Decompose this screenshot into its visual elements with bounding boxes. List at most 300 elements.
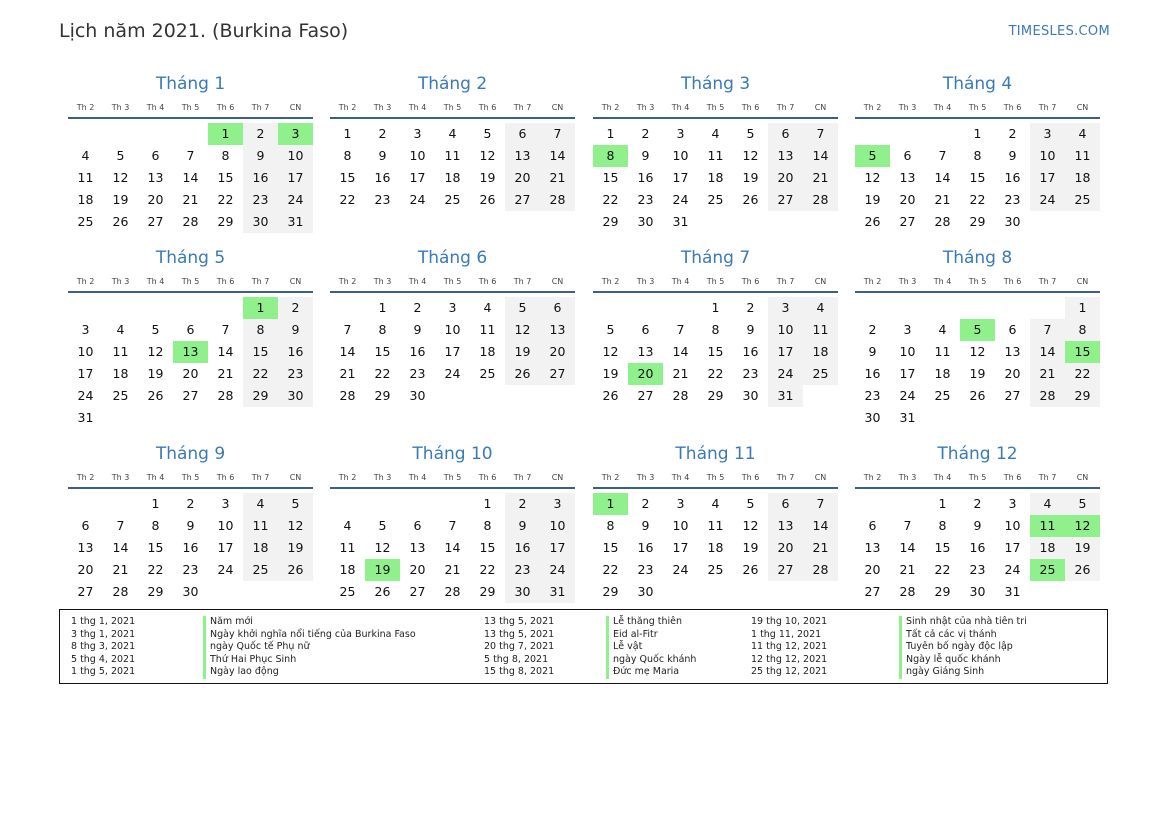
day-grid [593,297,838,407]
weekday-label: Th 5 [706,473,725,482]
day-cell: 9 [641,148,650,163]
weekday-label: Th 3 [636,103,655,112]
day-cell: 16 [505,537,540,559]
day-cell: 3 [81,322,90,337]
empty-cell [435,493,470,515]
day-cell: 19 [505,341,540,363]
day-cell: 11 [243,515,278,537]
month-title: Tháng 10 [412,444,493,464]
day-cell: 17 [217,540,234,555]
weekday-label: Th 7 [251,277,270,286]
day-cell: 24 [1030,189,1065,211]
legend-holiday-name: Đức mẹ Maria [606,666,696,679]
weekday-label: Th 2 [863,103,882,112]
day-cell: 2 [641,496,650,511]
day-cell: 22 [339,192,356,207]
empty-cell [68,123,103,145]
day-cell: 7 [803,123,838,145]
empty-cell [960,297,995,319]
month-title: Tháng 1 [155,74,226,94]
day-cell: 28 [339,388,356,403]
weekday-label: Th 3 [111,277,130,286]
day-cell: 26 [742,562,759,577]
weekday-label: CN [551,473,564,482]
weekday-label: Th 2 [863,277,882,286]
empty-cell [68,493,103,515]
day-cell: 4 [1065,123,1100,145]
day-cell: 2 [243,123,278,145]
day-cell: 7 [448,518,457,533]
weekday-label: Th 5 [181,473,200,482]
weekday-label: Th 3 [111,473,130,482]
legend-date: 1 thg 11, 2021 [751,628,822,640]
day-cell: 8 [1065,319,1100,341]
weekday-label: Th 5 [968,473,987,482]
day-cell: 9 [868,344,877,359]
day-cell: 26 [602,388,619,403]
day-cell: 20 [1004,366,1021,381]
day-cell: 8 [938,518,947,533]
day-cell: 25 [1065,189,1100,211]
empty-cell [628,297,663,319]
day-cell: 31 [672,214,689,229]
day-cell: 23 [243,189,278,211]
month-title: Tháng 12 [937,444,1018,464]
day-cell: 7 [903,518,912,533]
weekday-label: Th 6 [478,473,497,482]
day-cell: 21 [1030,363,1065,385]
month-block [68,247,313,429]
day-cell: 6 [540,297,575,319]
weekday-label: Th 3 [898,103,917,112]
day-cell: 4 [448,126,457,141]
day-cell: 29 [147,584,164,599]
day-cell: 11 [77,170,94,185]
day-grid [330,493,575,603]
weekday-label: Th 2 [76,277,95,286]
day-grid [68,493,313,603]
weekday-label: Th 7 [513,277,532,286]
day-cell: 5 [278,493,313,515]
day-cell: 25 [707,562,724,577]
day-cell: 10 [217,518,234,533]
day-cell: 6 [641,322,650,337]
month-title: Tháng 11 [675,444,756,464]
month-title: Tháng 8 [942,248,1013,268]
day-cell: 16 [1004,170,1021,185]
day-cell: 9 [505,515,540,537]
day-cell: 15 [374,344,391,359]
day-cell: 29 [1065,385,1100,407]
month-block [68,73,313,233]
day-cell: 21 [540,167,575,189]
day-cell: 8 [606,518,615,533]
day-cell: 11 [707,148,724,163]
day-cell: 24 [768,363,803,385]
weekday-label: Th 4 [408,473,427,482]
day-cell: 22 [243,363,278,385]
day-cell: 14 [899,540,916,555]
weekday-label: Th 6 [1003,473,1022,482]
day-cell: 1 [973,126,982,141]
day-cell: 14 [934,170,951,185]
weekday-label: Th 5 [443,473,462,482]
day-grid [593,493,838,603]
weekday-label: Th 5 [181,103,200,112]
month-block [68,443,313,603]
day-cell: 19 [969,366,986,381]
legend-holiday-name: ngày Quốc khánh [606,654,696,667]
day-cell: 9 [378,148,387,163]
legend-date: 15 thg 8, 2021 [484,666,555,677]
day-grid [855,493,1100,603]
day-cell: 27 [147,214,164,229]
holiday-day: 3 [278,123,313,145]
legend-holiday-name: Ngày lao động [203,666,416,679]
day-cell: 13 [899,170,916,185]
day-cell: 26 [374,584,391,599]
holiday-day: 11 [1030,515,1065,537]
day-cell: 10 [540,515,575,537]
day-grid [330,123,575,211]
day-cell: 31 [278,211,313,233]
day-cell: 27 [899,214,916,229]
day-cell: 30 [278,385,313,407]
day-cell: 30 [505,581,540,603]
day-cell: 9 [641,518,650,533]
weekday-label: Th 7 [776,277,795,286]
weekday-header [593,102,838,119]
day-cell: 12 [278,515,313,537]
day-cell: 19 [742,540,759,555]
day-cell: 26 [479,192,496,207]
day-cell: 27 [540,363,575,385]
day-cell: 2 [378,126,387,141]
day-cell: 14 [803,515,838,537]
month-title: Tháng 2 [417,74,488,94]
day-cell: 13 [77,540,94,555]
month-block [855,247,1100,429]
weekday-label: Th 3 [636,473,655,482]
day-cell: 6 [1008,322,1017,337]
month-block [855,443,1100,603]
weekday-label: Th 5 [181,277,200,286]
day-cell: 17 [1004,540,1021,555]
weekday-label: Th 5 [443,103,462,112]
day-cell: 24 [899,388,916,403]
day-cell: 7 [221,322,230,337]
day-cell: 14 [803,145,838,167]
weekday-label: Th 3 [373,103,392,112]
day-cell: 10 [1030,145,1065,167]
weekday-header [68,276,313,293]
day-cell: 24 [672,192,689,207]
legend-holiday-name: Tất cả các vị thánh [899,629,1027,642]
weekday-label: Th 4 [671,473,690,482]
day-grid [855,123,1100,233]
month-title: Tháng 7 [680,248,751,268]
day-cell: 14 [540,145,575,167]
day-cell: 6 [413,518,422,533]
day-cell: 20 [505,167,540,189]
day-cell: 19 [602,366,619,381]
day-cell: 5 [746,496,755,511]
day-cell: 8 [221,148,230,163]
day-cell: 21 [444,562,461,577]
weekday-label: Th 2 [76,473,95,482]
weekday-label: Th 3 [373,473,392,482]
day-cell: 18 [1065,167,1100,189]
page-title: Lịch năm 2021. (Burkina Faso) [59,20,349,42]
weekday-label: Th 4 [146,277,165,286]
month-block [593,73,838,233]
empty-cell [593,297,628,319]
day-cell: 21 [672,366,689,381]
weekday-label: CN [1076,473,1089,482]
day-cell: 29 [217,214,234,229]
day-cell: 23 [742,366,759,381]
weekday-label: CN [289,103,302,112]
day-cell: 22 [1065,363,1100,385]
day-cell: 17 [409,170,426,185]
day-cell: 25 [707,192,724,207]
weekday-label: CN [814,103,827,112]
weekday-label: Th 2 [338,103,357,112]
weekday-label: Th 6 [741,103,760,112]
day-cell: 5 [151,322,160,337]
day-cell: 2 [1008,126,1017,141]
day-cell: 22 [969,192,986,207]
weekday-label: CN [1076,277,1089,286]
weekday-label: Th 5 [443,277,462,286]
weekday-label: Th 4 [933,473,952,482]
day-cell: 3 [903,322,912,337]
day-cell: 14 [182,170,199,185]
day-cell: 2 [746,300,755,315]
day-cell: 26 [505,363,540,385]
weekday-label: Th 3 [898,277,917,286]
weekday-label: Th 2 [863,473,882,482]
day-cell: 1 [151,496,160,511]
weekday-label: Th 3 [636,277,655,286]
day-cell: 19 [1065,537,1100,559]
weekday-label: Th 7 [513,473,532,482]
day-cell: 8 [151,518,160,533]
day-cell: 13 [864,540,881,555]
day-cell: 30 [243,211,278,233]
day-grid [68,123,313,233]
weekday-label: Th 6 [741,277,760,286]
day-cell: 30 [1004,214,1021,229]
day-cell: 18 [112,366,129,381]
holiday-day: 1 [208,123,243,145]
day-cell: 1 [1065,297,1100,319]
day-cell: 25 [243,559,278,581]
day-cell: 26 [147,388,164,403]
day-cell: 28 [803,559,838,581]
weekday-label: Th 5 [968,277,987,286]
day-cell: 5 [116,148,125,163]
day-grid [855,297,1100,429]
day-cell: 7 [938,148,947,163]
empty-cell [995,297,1030,319]
day-cell: 17 [278,167,313,189]
day-cell: 18 [243,537,278,559]
day-cell: 16 [864,366,881,381]
legend-date: 5 thg 8, 2021 [484,653,549,665]
day-cell: 28 [112,584,129,599]
day-cell: 4 [343,518,352,533]
weekday-label: Th 7 [1038,277,1057,286]
day-cell: 5 [746,126,755,141]
weekday-label: Th 6 [216,473,235,482]
month-title: Tháng 9 [155,444,226,464]
day-cell: 15 [243,341,278,363]
day-cell: 19 [147,366,164,381]
day-cell: 12 [374,540,391,555]
day-cell: 7 [1030,319,1065,341]
day-cell: 2 [641,126,650,141]
day-cell: 31 [768,385,803,407]
day-cell: 12 [112,170,129,185]
day-cell: 16 [969,540,986,555]
day-cell: 7 [116,518,125,533]
day-cell: 29 [243,385,278,407]
day-cell: 19 [278,537,313,559]
day-cell: 18 [77,192,94,207]
holiday-day: 19 [365,559,400,581]
day-cell: 16 [243,167,278,189]
legend-date: 20 thg 7, 2021 [484,641,555,652]
legend-holiday-name: Ngày lễ quốc khánh [899,654,1027,667]
day-cell: 25 [112,388,129,403]
weekday-label: Th 3 [898,473,917,482]
weekday-label: Th 6 [741,473,760,482]
day-cell: 8 [343,148,352,163]
day-cell: 21 [803,537,838,559]
day-cell: 19 [479,170,496,185]
day-cell: 7 [343,322,352,337]
day-cell: 14 [672,344,689,359]
month-block [593,443,838,603]
holiday-day: 25 [1030,559,1065,581]
weekday-label: Th 6 [478,103,497,112]
empty-cell [855,297,890,319]
day-cell: 29 [374,388,391,403]
day-cell: 16 [637,540,654,555]
weekday-label: Th 7 [251,103,270,112]
day-cell: 1 [378,300,387,315]
legend-date: 19 thg 10, 2021 [751,616,828,627]
day-cell: 31 [77,410,94,425]
legend-date: 11 thg 12, 2021 [751,641,828,652]
weekday-label: Th 4 [408,277,427,286]
day-cell: 5 [606,322,615,337]
day-cell: 28 [899,584,916,599]
day-cell: 28 [540,189,575,211]
day-cell: 15 [147,540,164,555]
day-cell: 3 [1008,496,1017,511]
day-cell: 18 [1030,537,1065,559]
empty-cell [330,493,365,515]
legend-holiday-name: ngày Giáng Sinh [899,666,1027,679]
weekday-label: Th 6 [478,277,497,286]
holiday-day: 15 [1065,341,1100,363]
day-cell: 3 [221,496,230,511]
day-cell: 20 [768,537,803,559]
weekday-label: Th 3 [373,277,392,286]
day-cell: 6 [81,518,90,533]
day-cell: 11 [707,518,724,533]
day-cell: 4 [483,300,492,315]
day-cell: 24 [217,562,234,577]
day-cell: 21 [899,562,916,577]
day-cell: 10 [409,148,426,163]
legend-date: 12 thg 12, 2021 [751,653,828,665]
empty-cell [68,297,103,319]
weekday-header [855,102,1100,119]
day-cell: 29 [707,388,724,403]
empty-cell [855,123,890,145]
day-cell: 17 [77,366,94,381]
weekday-label: Th 7 [513,103,532,112]
weekday-label: CN [551,277,564,286]
day-cell: 9 [186,518,195,533]
holiday-day: 1 [243,297,278,319]
day-cell: 19 [864,192,881,207]
day-cell: 13 [768,515,803,537]
day-cell: 21 [112,562,129,577]
weekday-label: Th 5 [968,103,987,112]
day-cell: 30 [637,214,654,229]
day-cell: 15 [479,540,496,555]
day-cell: 4 [711,126,720,141]
legend-date: 1 thg 1, 2021 [71,616,136,627]
holiday-day: 8 [593,145,628,167]
day-cell: 10 [77,344,94,359]
day-cell: 24 [409,192,426,207]
empty-cell [208,297,243,319]
holiday-day: 1 [593,493,628,515]
day-cell: 19 [742,170,759,185]
day-cell: 16 [409,344,426,359]
weekday-label: Th 4 [671,277,690,286]
day-cell: 23 [1004,192,1021,207]
day-cell: 20 [768,167,803,189]
legend-holiday-name: Lễ thăng thiên [606,616,696,629]
day-cell: 4 [803,297,838,319]
holiday-day: 13 [173,341,208,363]
day-cell: 29 [934,584,951,599]
day-cell: 4 [1030,493,1065,515]
day-cell: 4 [116,322,125,337]
holiday-day: 5 [855,145,890,167]
weekday-label: Th 7 [251,473,270,482]
site-link[interactable]: TIMESLES.COM [1008,24,1110,39]
holiday-day: 12 [1065,515,1100,537]
day-cell: 29 [969,214,986,229]
day-cell: 28 [444,584,461,599]
day-cell: 8 [711,322,720,337]
weekday-label: Th 7 [776,103,795,112]
weekday-header [855,276,1100,293]
day-cell: 15 [602,170,619,185]
day-cell: 17 [768,341,803,363]
day-cell: 2 [278,297,313,319]
day-cell: 5 [1065,493,1100,515]
day-cell: 20 [77,562,94,577]
day-cell: 9 [413,322,422,337]
